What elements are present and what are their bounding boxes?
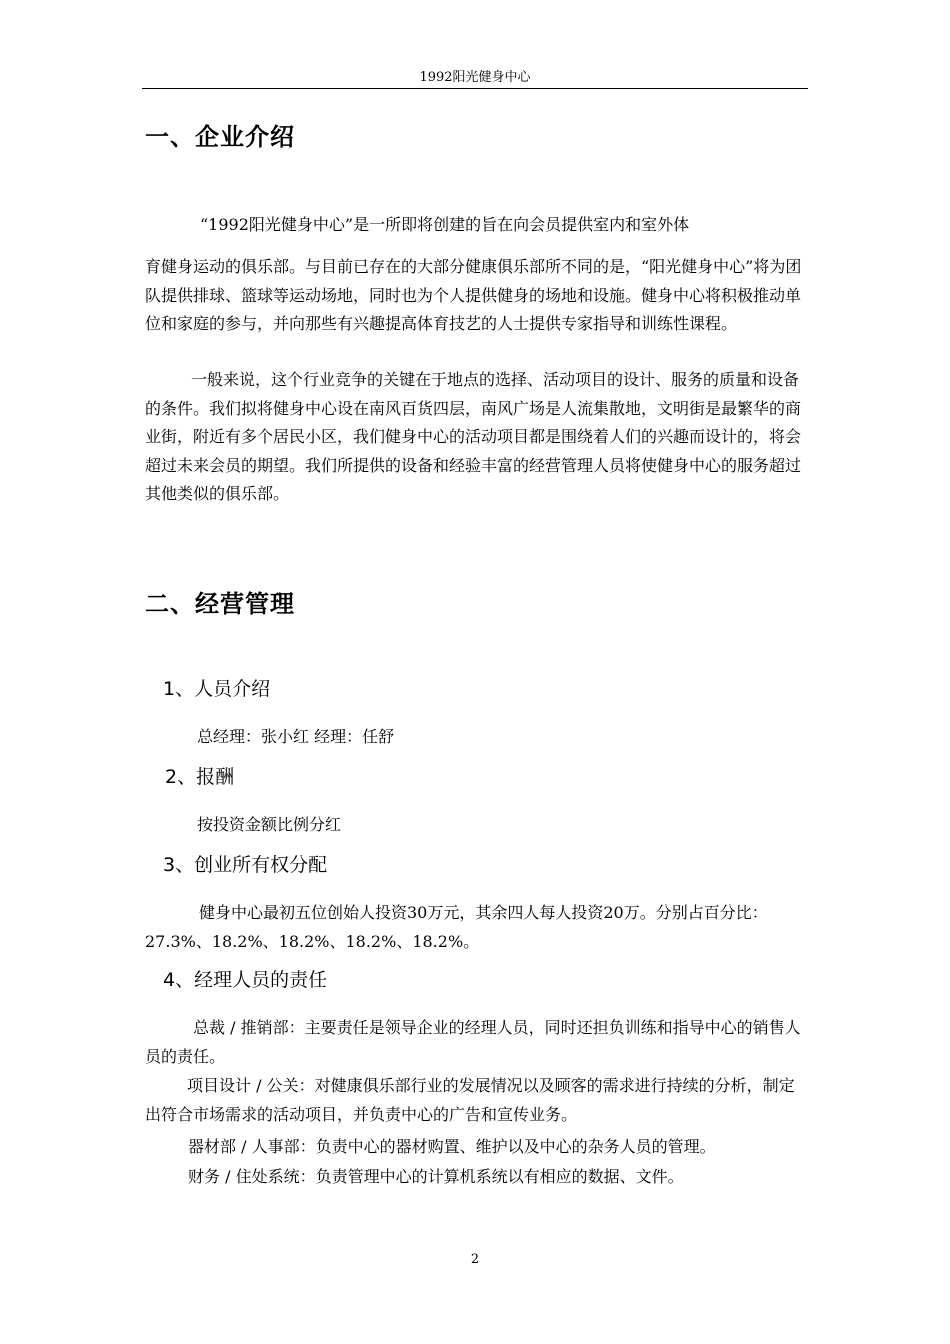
section-heading-management: 二、经营管理 [145, 590, 295, 618]
subheading-compensation: 2、报酬 [165, 766, 235, 788]
compensation-text: 按投资金额比例分红 [197, 815, 342, 834]
header-rule [142, 88, 808, 89]
responsibility-item-president: 总裁 / 推销部：主要责任是领导企业的经理人员，同时还担负训练和指导中心的销售人员的责任。 [145, 1018, 801, 1066]
staff-text: 总经理：张小红 经理：任舒 [197, 727, 395, 746]
subheading-responsibilities: 4、经理人员的责任 [163, 969, 328, 991]
subheading-ownership: 3、创业所有权分配 [163, 854, 328, 876]
responsibility-item-equipment: 器材部 / 人事部：负责中心的器材购置、维护以及中心的杂务人员的管理。 [188, 1137, 716, 1156]
section-heading-company-intro: 一、企业介绍 [145, 123, 295, 151]
intro-paragraph-first-line: “1992阳光健身中心”是一所即将创建的旨在向会员提供室内和室外体 [200, 215, 690, 234]
subheading-staff: 1、人员介绍 [163, 678, 271, 700]
industry-paragraph: 一般来说，这个行业竞争的关键在于地点的选择、活动项目的设计、服务的质量和设备的条件。我们拟将健身中心设在南风百货四层，南风广场是人流集散地，文明街是最繁华的商业街，附近有多个居民小区，我们健身中心的活动项目都是围绕着人们的兴趣而设计的，将会超过未来会员的期望。我们所提供的设备和经验丰富的经营管理人员将使健身中心的服务超过其他类似的俱乐部。 [145, 370, 802, 503]
responsibility-item-finance: 财务 / 住处系统：负责管理中心的计算机系统以有相应的数据、文件。 [188, 1167, 684, 1186]
page-number: 2 [470, 1252, 480, 1267]
running-header: 1992阳光健身中心 [419, 70, 531, 85]
responsibility-item-project: 项目设计 / 公关：对健康俱乐部行业的发展情况以及顾客的需求进行持续的分析，制定出符合市场需求的活动项目，并负责中心的广告和宣传业务。 [145, 1076, 795, 1124]
ownership-text: 健身中心最初五位创始人投资30万元，其余四人每人投资20万。分别占百分比：27.3%、18.2%、18.2%、18.2%、18.2%。 [145, 903, 768, 951]
intro-paragraph-continued: 育健身运动的俱乐部。与目前已存在的大部分健康俱乐部所不同的是，“阳光健身中心”将为团队提供排球、篮球等运动场地，同时也为个人提供健身的场地和设施。健身中心将积极推动单位和家庭的参与，并向那些有兴趣提高体育技艺的人士提供专家指导和训练性课程。 [145, 257, 802, 333]
